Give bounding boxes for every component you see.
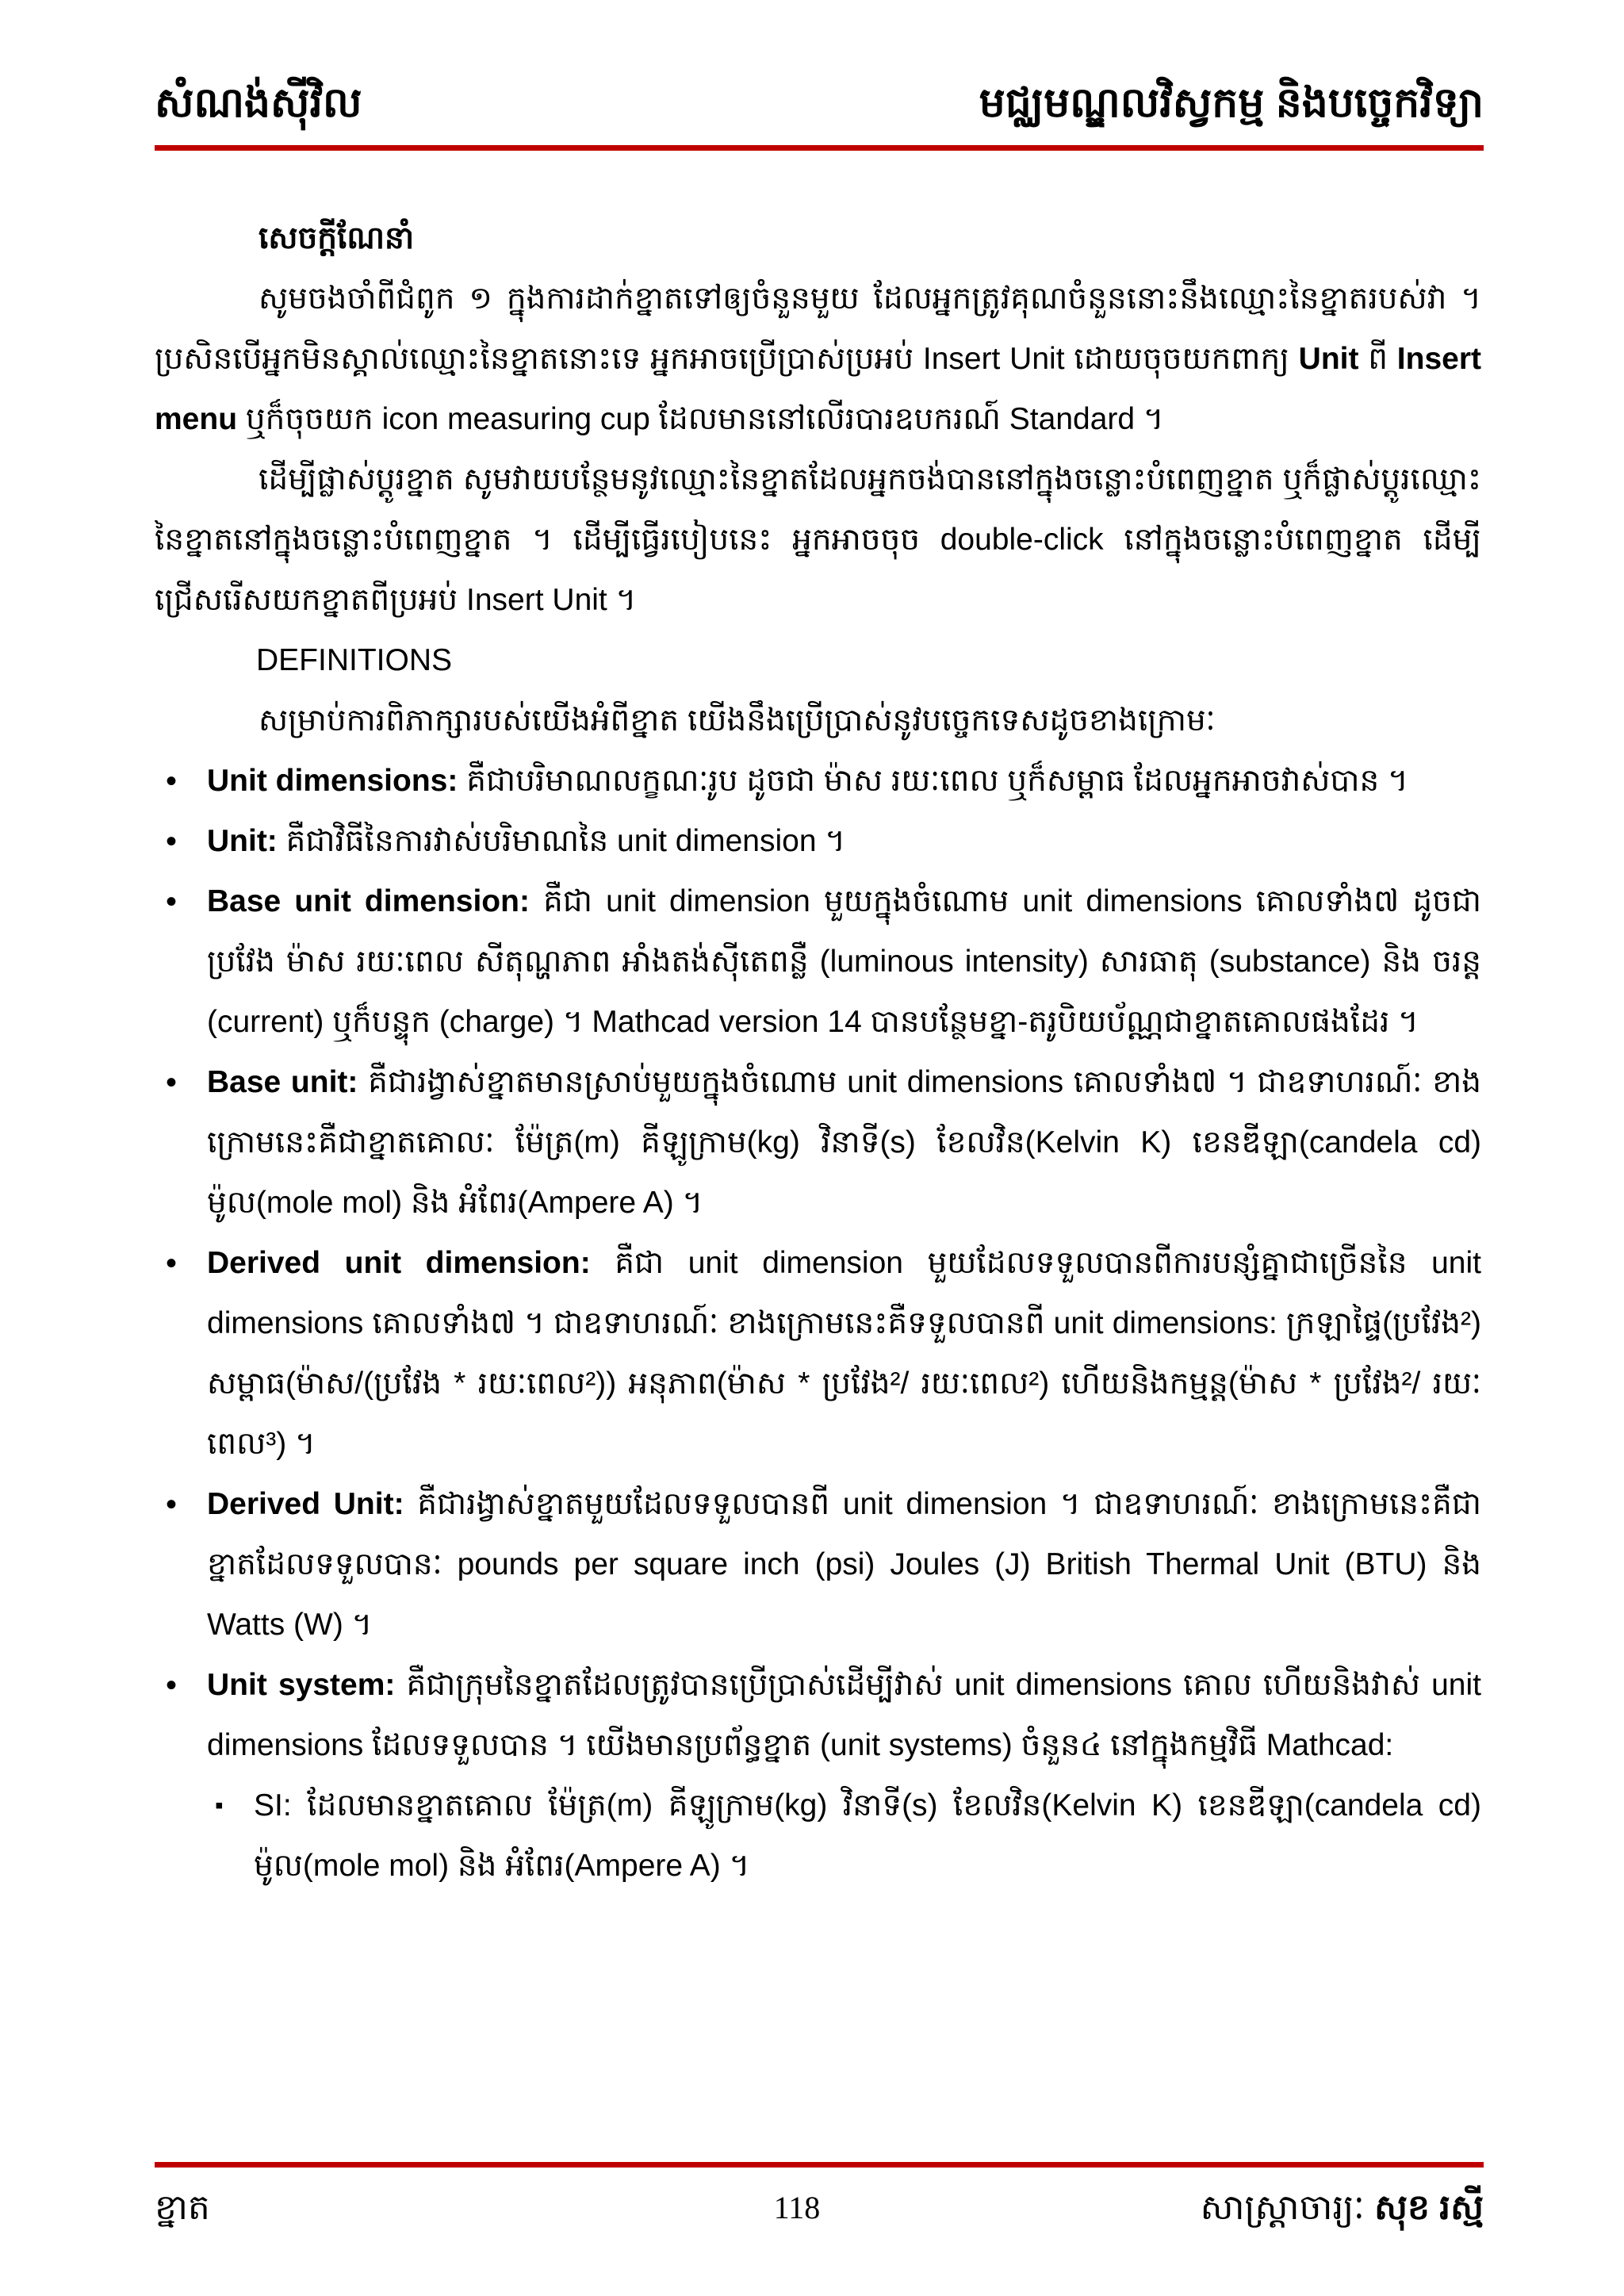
section-heading: សេចក្តីណែនាំ: [259, 221, 415, 255]
page-number: 118: [773, 2190, 821, 2225]
definition-term: Derived Unit:: [207, 1487, 404, 1521]
definition-term: Unit dimensions:: [207, 764, 458, 798]
paragraph-text: ពី: [1358, 342, 1397, 376]
author-label: សាស្ត្រាចារ្យៈ: [1200, 2188, 1365, 2227]
unit-system-term: SI:: [254, 1788, 292, 1823]
definition-item: [155, 1474, 1481, 1655]
paragraph-text: ឬក៏ចុចយក icon measuring cup ដែលមាននៅលើរបារឧបករណ៍ Standard ។: [237, 402, 1164, 436]
intro-paragraph-2: ដើម្បីផ្លាស់ប្តូរខ្នាត សូមវាយបន្ថែមនូវឈ្មោះនៃខ្នាតដែលអ្នកចង់បាននៅក្នុងចន្លោះបំពេញខ្នាត ឬក៏ផ្លាស់ប្តូរឈ្មោះនៃខ្នាតនៅក្នុងចន្លោះបំពេញខ្នាត ។ ដើម្បីធ្វើរបៀបនេះ អ្នកអាចចុច double-click នៅក្នុងចន្លោះបំពេញខ្នាត ដើម្បីជ្រើសរើសយកខ្នាតពីប្រអប់ Insert Unit ។: [155, 462, 1481, 617]
definition-term: Unit system:: [207, 1668, 396, 1702]
definitions-list: [155, 751, 1481, 1776]
header-rule: [155, 145, 1484, 151]
definition-description: គឺជា unit dimension មួយដែលទទួលបានពីការបន្សំគ្នាជាច្រើននៃ unit dimensions គោលទាំង៧ ។ ជាឧទាហរណ៍ៈ ខាងក្រោមនេះគឺទទួលបានពី unit dimensions: ក្រឡាផ្ទៃ(ប្រវែង²) សម្ពាធ(ម៉ាស/(ប្រវែង * រយៈពេល²)) អនុភាព(ម៉ាស * ប្រវែង²/ រយៈពេល²) ហើយនិងកម្មន្ត(ម៉ាស * ប្រវែង²/ រយៈពេល³) ។: [207, 1246, 1481, 1461]
unit-system-item: [155, 1776, 1481, 1896]
definition-item: [155, 1052, 1481, 1233]
bold-term-insert-menu: Insert menu: [155, 342, 1481, 436]
definition-description: គឺជារង្វាស់ខ្នាតមួយដែលទទួលបានពី unit dimension ។ ជាឧទាហរណ៍ៈ ខាងក្រោមនេះគឺជាខ្នាតដែលទទួលបានៈ pounds per square inch (psi) Joules (J) British Thermal Unit (BTU) និង Watts (W) ។: [207, 1487, 1481, 1642]
definition-item: [155, 872, 1481, 1052]
definition-item: [155, 811, 1481, 872]
footer-rule: [155, 2162, 1484, 2168]
header-right-title: មជ្ឈមណ្ឌលវិស្វកម្ម និងបច្ចេកវិទ្យា: [979, 80, 1484, 126]
footer-chapter-title: ខ្នាត: [155, 2188, 210, 2227]
intro-paragraph-1: [155, 269, 1481, 450]
definition-term: Base unit dimension:: [207, 884, 530, 918]
definition-term: Unit:: [207, 824, 278, 858]
definition-term: Derived unit dimension:: [207, 1246, 591, 1280]
definition-term: Base unit:: [207, 1065, 358, 1099]
definition-description: គឺជាវិធីនៃការវាស់បរិមាណនៃ unit dimension ។: [285, 824, 846, 858]
definition-item: [155, 1655, 1481, 1776]
paragraph-text: សូមចងចាំពីជំពូក ១ ក្នុងការដាក់ខ្នាតទៅឲ្យចំនួនមួយ ដែលអ្នកត្រូវគុណចំនួននោះនឹងឈ្មោះនៃខ្នាតរបស់វា ។ ប្រសិនបើអ្នកមិនស្គាល់ឈ្មោះនៃខ្នាតនោះទេ អ្នកអាចប្រើប្រាស់ប្រអប់ Insert Unit ដោយចុចយកពាក្យ: [155, 282, 1481, 376]
definition-description: គឺជា unit dimension មួយក្នុងចំណោម unit dimensions គោលទាំង៧ ដូចជា ប្រវែង ម៉ាស រយៈពេល សីតុណ្ហភាព អាំងតង់ស៊ីតេពន្លឺ (luminous intensity) សារធាតុ (substance) និង ចរន្ត (current) ឬក៏បន្ទុក (charge) ។ Mathcad version 14 បានបន្ថែមខ្នា-តរូបិយប័ណ្ណជាខ្នាតគោលផងដែរ ។: [207, 884, 1481, 1039]
definition-item: [155, 751, 1481, 811]
footer-author: [1201, 2183, 1484, 2233]
definition-description: គឺជាបរិមាណលក្ខណៈរូប ដូចជា ម៉ាស រយៈពេល ឬក៏សម្ពាធ ដែលអ្នកអាចវាស់បាន ។: [466, 764, 1408, 798]
definitions-lead: សម្រាប់ការពិភាក្សារបស់យើងអំពីខ្នាត យើងនឹងប្រើប្រាស់នូវបច្ចេកទេសដូចខាងក្រោមៈ: [259, 703, 1216, 738]
header-left-title: សំណង់ស៊ីវិល: [155, 80, 362, 126]
unit-system-sublist: [155, 1776, 1481, 1896]
definitions-heading: DEFINITIONS: [256, 643, 453, 677]
unit-system-description: ដែលមានខ្នាតគោល ម៉ែត្រ(m) គីឡូក្រាម(kg) វិនាទី(s) ខែលវិន(Kelvin K) ខេនឌីឡា(candela cd) ម៉ូល(mole mol) និង អំពែរ(Ampere A) ។: [254, 1788, 1481, 1883]
definition-item: [155, 1233, 1481, 1474]
page-content: [155, 209, 1481, 2144]
definition-description: គឺជាក្រុមនៃខ្នាតដែលត្រូវបានប្រើប្រាស់ដើម្បីវាស់ unit dimensions គោល ហើយនិងវាស់ unit dimensions ដែលទទួលបាន ។ យើងមានប្រព័ន្ធខ្នាត (unit systems) ចំនួន៤ នៅក្នុងកម្មវិធី Mathcad:: [207, 1668, 1481, 1762]
definition-description: គឺជារង្វាស់ខ្នាតមានស្រាប់មួយក្នុងចំណោម unit dimensions គោលទាំង៧ ។ ជាឧទាហរណ៍ៈ ខាងក្រោមនេះគឺជាខ្នាតគោលៈ ម៉ែត្រ(m) គីឡូក្រាម(kg) វិនាទី(s) ខែលវិន(Kelvin K) ខេនឌីឡា(candela cd) ម៉ូល(mole mol) និង អំពែរ(Ampere A) ។: [207, 1065, 1481, 1220]
bold-term-unit: Unit: [1298, 342, 1359, 376]
author-name: សុខ រស្មី: [1374, 2188, 1484, 2227]
